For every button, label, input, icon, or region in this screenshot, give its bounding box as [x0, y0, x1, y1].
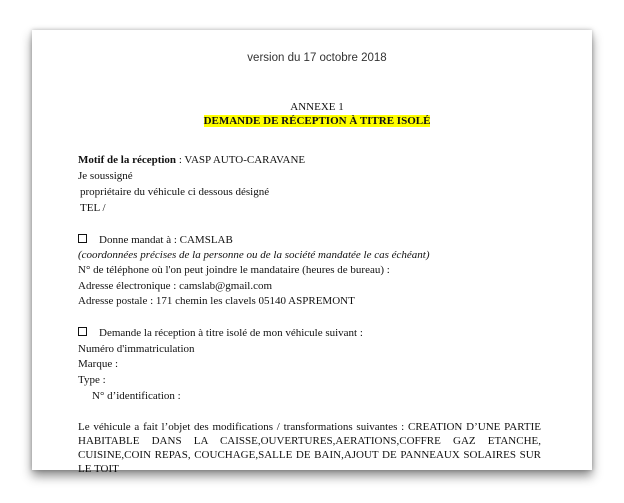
- annexe-label: ANNEXE 1: [290, 101, 344, 113]
- request-label: Demande la réception à titre isolé de mon véhicule suivant :: [99, 327, 363, 339]
- request-checkbox[interactable]: [78, 327, 87, 336]
- type-field: Type :: [78, 374, 106, 386]
- mandate-label: Donne mandat à : CAMSLAB: [99, 234, 233, 246]
- document-title: [0, 114, 624, 128]
- document-title-text: DEMANDE DE RÉCEPTION À TITRE ISOLÉ: [203, 115, 431, 127]
- motif-label: Motif de la réception: [78, 154, 177, 166]
- mandate-checkbox[interactable]: [78, 234, 87, 243]
- registration-field: Numéro d'immatriculation: [78, 343, 195, 355]
- owner-line-1: Je soussigné: [78, 170, 133, 182]
- identification-field: N° d’identification :: [92, 390, 181, 402]
- motif-line: [78, 153, 305, 167]
- mandate-phone: N° de téléphone où l'on peut joindre le mandataire (heures de bureau) :: [78, 264, 390, 276]
- motif-value: : VASP AUTO-CARAVANE: [176, 154, 306, 166]
- owner-line-2: propriétaire du véhicule ci dessous désigné: [80, 186, 270, 198]
- mandate-email: Adresse électronique : camslab@gmail.com: [78, 280, 273, 292]
- version-date: version du 17 octobre 2018: [247, 52, 387, 64]
- owner-tel: TEL /: [80, 202, 106, 214]
- brand-field: Marque :: [78, 358, 119, 370]
- request-option[interactable]: [78, 326, 363, 340]
- modifications-paragraph: Le véhicule a fait l’objet des modifications / transformations suivantes : CREATION D’UNE PARTIE HABITABLE DANS LA CAISSE,OUVERTURES,AERATIONS,COFFRE GAZ ETANCHE, CUISINE,COIN REPAS, COUCHAGE,SALLE DE BAIN,AJOUT DE PANNEAUX SOLAIRES SUR LE TOIT: [78, 421, 541, 475]
- mandate-option[interactable]: [78, 233, 233, 247]
- mandate-note: (coordonnées précises de la personne ou de la société mandatée le cas échéant): [78, 249, 430, 261]
- mandate-address: Adresse postale : 171 chemin les clavels 05140 ASPREMONT: [78, 295, 355, 307]
